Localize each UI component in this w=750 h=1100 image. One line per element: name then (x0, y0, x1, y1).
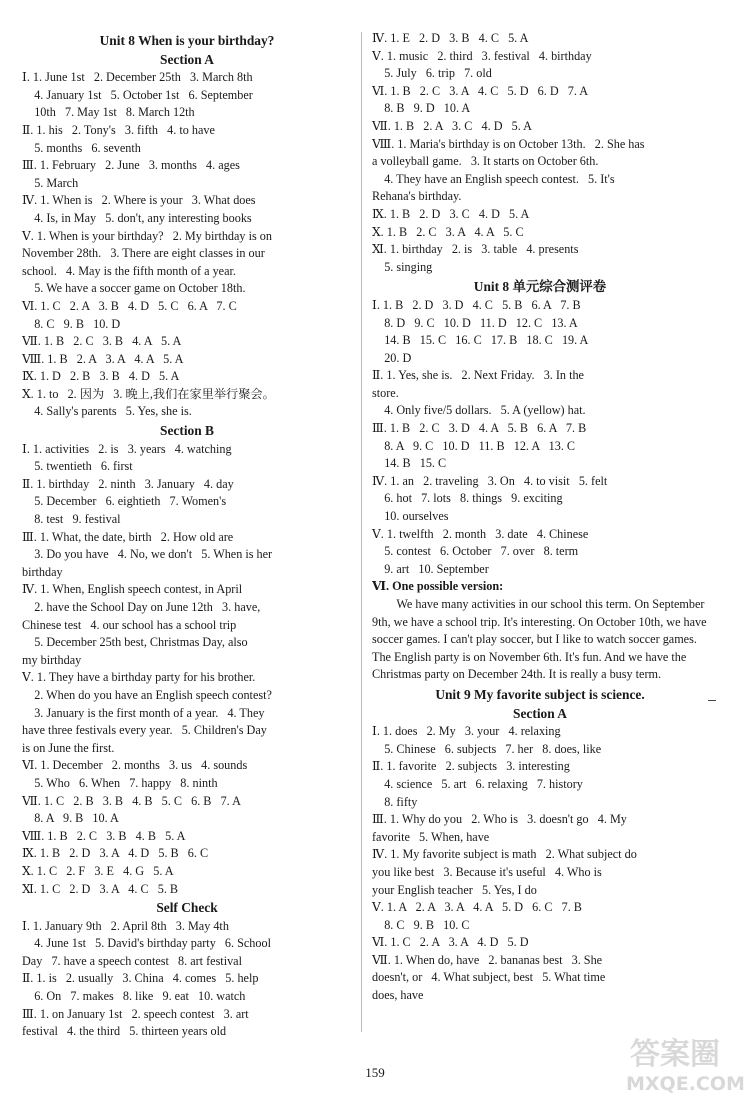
answer-line: 4. They have an English speech contest. 5. It's (372, 171, 615, 186)
answer-line: Ⅹ. 1. B 2. C 3. A 4. A 5. C (372, 224, 524, 239)
answer-line: 8. C 9. B 10. C (372, 917, 470, 932)
answer-line: does, have (372, 988, 424, 1003)
answer-line: Ⅰ. 1. June 1st 2. December 25th 3. March 8th (22, 70, 253, 85)
answer-line: festival 4. the third 5. thirteen years old (22, 1024, 227, 1039)
answer-line: 5. Chinese 6. subjects 7. her 8. does, like (372, 741, 602, 756)
answer-line: 8. C 9. B 10. D (22, 316, 121, 331)
unit-heading: Unit 8 When is your birthday? (99, 33, 275, 48)
answer-line: store. (372, 385, 399, 400)
answer-line: 5. months 6. seventh (22, 140, 141, 155)
answer-line: Ⅷ. 1. Maria's birthday is on October 13th. 2. She has (372, 136, 645, 151)
answer-line: 2. have the School Day on June 12th 3. have, (22, 600, 261, 614)
watermark-logo (590, 1030, 750, 1100)
answer-line: 4. science 5. art 6. relaxing 7. history (372, 776, 583, 791)
answer-line: Day 7. have a speech contest 8. art festival (22, 953, 242, 968)
answer-line: Ⅱ. 1. birthday 2. ninth 3. January 4. day (22, 476, 234, 491)
answer-line: a volleyball game. 3. It starts on October 6th. (372, 154, 599, 169)
answer-line: Ⅷ. 1. B 2. A 3. A 4. A 5. A (22, 351, 184, 366)
page-number: 159 (365, 1065, 385, 1080)
answer-line: 5. singing (372, 259, 433, 274)
answer-line: 10. ourselves (372, 509, 449, 524)
answer-line: 14. B 15. C 16. C 17. B 18. C 19. A (372, 333, 589, 348)
answer-line: Ⅵ. 1. C 2. A 3. A 4. D 5. D (372, 935, 529, 950)
answer-line: Ⅳ. 1. My favorite subject is math 2. What subject do (372, 847, 637, 862)
watermark-line1: 答案圈 (630, 1037, 720, 1072)
answer-line: Ⅶ. 1. B 2. C 3. B 4. A 5. A (22, 334, 182, 349)
watermark-line2: MXQE.COM (626, 1073, 745, 1095)
answer-line: 4. Is, in May 5. don't, any interesting books (22, 210, 252, 225)
answer-line: Ⅵ. One possible version: (372, 579, 504, 594)
answer-line: Ⅴ. 1. When is your birthday? 2. My birthday is on (22, 228, 272, 243)
answer-line: Ⅺ. 1. birthday 2. is 3. table 4. presents (372, 242, 579, 257)
section-heading: Section A (513, 705, 567, 721)
answer-line: Ⅸ. 1. B 2. D 3. A 4. D 5. B 6. C (22, 846, 209, 861)
sample-essay: We have many activities in our school this term. On September 9th, we have a school trip. It's interesting. On October 10th, we have soccer games. I can't play soccer, but I like to watch soccer games. The English party is on November 6th. It's fun. And we have the Christmas party on December 24th. It is really a busy term. (372, 597, 707, 682)
answer-line: 8. test 9. festival (22, 512, 121, 527)
answer-line: Ⅶ. 1. C 2. B 3. B 4. B 5. C 6. B 7. A (22, 793, 241, 808)
answer-line: Ⅳ. 1. an 2. traveling 3. On 4. to visit 5. felt (372, 473, 608, 488)
answer-line: 6. On 7. makes 8. like 9. eat 10. watch (22, 989, 246, 1004)
answer-line: Ⅱ. 1. Yes, she is. 2. Next Friday. 3. In the (372, 368, 584, 383)
answer-line: Ⅱ. 1. is 2. usually 3. China 4. comes 5. help (22, 971, 259, 986)
answer-line: 14. B 15. C (372, 456, 447, 471)
answer-line: 20. D (372, 350, 412, 365)
answer-line: Ⅸ. 1. B 2. D 3. C 4. D 5. A (372, 206, 530, 221)
answer-line: Ⅳ. 1. E 2. D 3. B 4. C 5. A (372, 31, 529, 45)
answer-line: Ⅲ. 1. Why do you 2. Who is 3. doesn't go 4. My (372, 812, 627, 827)
answer-line: Ⅱ. 1. favorite 2. subjects 3. interesting (372, 759, 570, 774)
answer-line: Ⅶ. 1. When do, have 2. bananas best 3. She (372, 952, 603, 967)
margin-mark (708, 700, 716, 701)
answer-line: Ⅴ. 1. twelfth 2. month 3. date 4. Chinese (372, 526, 589, 541)
answer-line: 5. twentieth 6. first (22, 459, 133, 474)
answer-line: birthday (22, 564, 63, 579)
answer-line: 8. A 9. C 10. D 11. B 12. A 13. C (372, 438, 576, 453)
answer-line: Ⅴ. 1. A 2. A 3. A 4. A 5. D 6. C 7. B (372, 900, 582, 915)
answer-line: 2. When do you have an English speech contest? (22, 687, 272, 702)
answer-line: 5. December 6. eightieth 7. Women's (22, 494, 227, 509)
answer-line: 5. contest 6. October 7. over 8. term (372, 544, 579, 559)
answer-line: 4. Only five/5 dollars. 5. A (yellow) hat. (372, 403, 586, 418)
answer-line: Ⅲ. 1. on January 1st 2. speech contest 3. art (22, 1006, 249, 1021)
answer-line: is on June the first. (22, 740, 115, 755)
section-heading: Section A (160, 51, 214, 67)
answer-line: Ⅲ. 1. What, the date, birth 2. How old are (22, 529, 234, 544)
right-column (372, 30, 708, 1005)
answer-line: 9. art 10. September (372, 561, 489, 576)
answer-line: 5. March (22, 175, 79, 190)
answer-line: 6. hot 7. lots 8. things 9. exciting (372, 491, 563, 506)
answer-line: my birthday (22, 652, 82, 667)
answer-line: 4. Sally's parents 5. Yes, she is. (22, 404, 192, 419)
answer-line: Ⅲ. 1. February 2. June 3. months 4. ages (22, 158, 240, 173)
unit-heading: Unit 9 My favorite subject is science. (435, 686, 645, 702)
answer-line: 4. January 1st 5. October 1st 6. September (22, 87, 253, 102)
answer-line: Chinese test 4. our school has a school trip (22, 617, 237, 632)
answer-line: you like best 3. Because it's useful 4. Who is (372, 864, 602, 879)
answer-line: 5. We have a soccer game on October 18th. (22, 281, 246, 296)
answer-line: Ⅵ. 1. C 2. A 3. B 4. D 5. C 6. A 7. C (22, 298, 237, 313)
answer-line: 3. Do you have 4. No, we don't 5. When is her (22, 547, 273, 562)
answer-line: 5. December 25th best, Christmas Day, also (22, 635, 248, 650)
answer-line: 8. A 9. B 10. A (22, 811, 119, 826)
answer-line: Ⅹ. 1. to 2. 因为 3. 晚上,我们在家里举行聚会。 (22, 386, 275, 401)
column-divider (361, 32, 362, 1032)
answer-line: Ⅱ. 1. his 2. Tony's 3. fifth 4. to have (22, 122, 215, 137)
answer-line: Ⅺ. 1. C 2. D 3. A 4. C 5. B (22, 881, 179, 896)
answer-line: 8. fifty (372, 794, 418, 809)
answer-line: have three festivals every year. 5. Children's Day (22, 723, 267, 738)
answer-line: Ⅸ. 1. D 2. B 3. B 4. D 5. A (22, 369, 180, 384)
answer-line: school. 4. May is the fifth month of a year. (22, 263, 236, 278)
answer-line: 8. D 9. C 10. D 11. D 12. C 13. A (372, 315, 578, 330)
section-heading: Section B (160, 423, 214, 439)
answer-line: Ⅰ. 1. activities 2. is 3. years 4. watching (22, 441, 232, 456)
answer-line: Ⅲ. 1. B 2. C 3. D 4. A 5. B 6. A 7. B (372, 421, 587, 436)
answer-line: Rehana's birthday. (372, 189, 462, 204)
answer-line: favorite 5. When, have (372, 829, 490, 844)
answer-line: Ⅰ. 1. does 2. My 3. your 4. relaxing (372, 724, 561, 739)
section-heading: Self Check (156, 900, 218, 916)
answer-line: 5. Who 6. When 7. happy 8. ninth (22, 775, 218, 790)
answer-line: Ⅵ. 1. December 2. months 3. us 4. sounds (22, 758, 248, 773)
answer-line: 4. June 1st 5. David's birthday party 6. School (22, 936, 271, 951)
left-column (22, 30, 352, 1041)
unit-heading: Unit 8 单元综合测评卷 (473, 279, 607, 295)
answer-line: Ⅶ. 1. B 2. A 3. C 4. D 5. A (372, 118, 532, 133)
answer-line: Ⅰ. 1. B 2. D 3. D 4. C 5. B 6. A 7. B (372, 297, 581, 312)
answer-line: Ⅵ. 1. B 2. C 3. A 4. C 5. D 6. D 7. A (372, 83, 589, 98)
answer-line: 5. July 6. trip 7. old (372, 66, 492, 81)
answer-line: doesn't, or 4. What subject, best 5. What time (372, 970, 606, 985)
answer-line: Ⅹ. 1. C 2. F 3. E 4. G 5. A (22, 863, 174, 878)
answer-line: Ⅳ. 1. When is 2. Where is your 3. What does (22, 193, 256, 208)
answer-line: Ⅳ. 1. When, English speech contest, in April (22, 582, 243, 597)
answer-line: November 28th. 3. There are eight classes in our (22, 246, 265, 261)
answer-line: Ⅷ. 1. B 2. C 3. B 4. B 5. A (22, 828, 186, 843)
answer-line: Ⅴ. 1. music 2. third 3. festival 4. birthday (372, 48, 592, 63)
answer-line: Ⅴ. 1. They have a birthday party for his brother. (22, 670, 256, 685)
answer-line: 10th 7. May 1st 8. March 12th (22, 105, 195, 120)
answer-line: 8. B 9. D 10. A (372, 101, 471, 116)
answer-line: 3. January is the first month of a year. 4. They (22, 705, 265, 720)
answer-line: Ⅰ. 1. January 9th 2. April 8th 3. May 4th (22, 918, 229, 933)
answer-line: your English teacher 5. Yes, I do (372, 882, 537, 897)
